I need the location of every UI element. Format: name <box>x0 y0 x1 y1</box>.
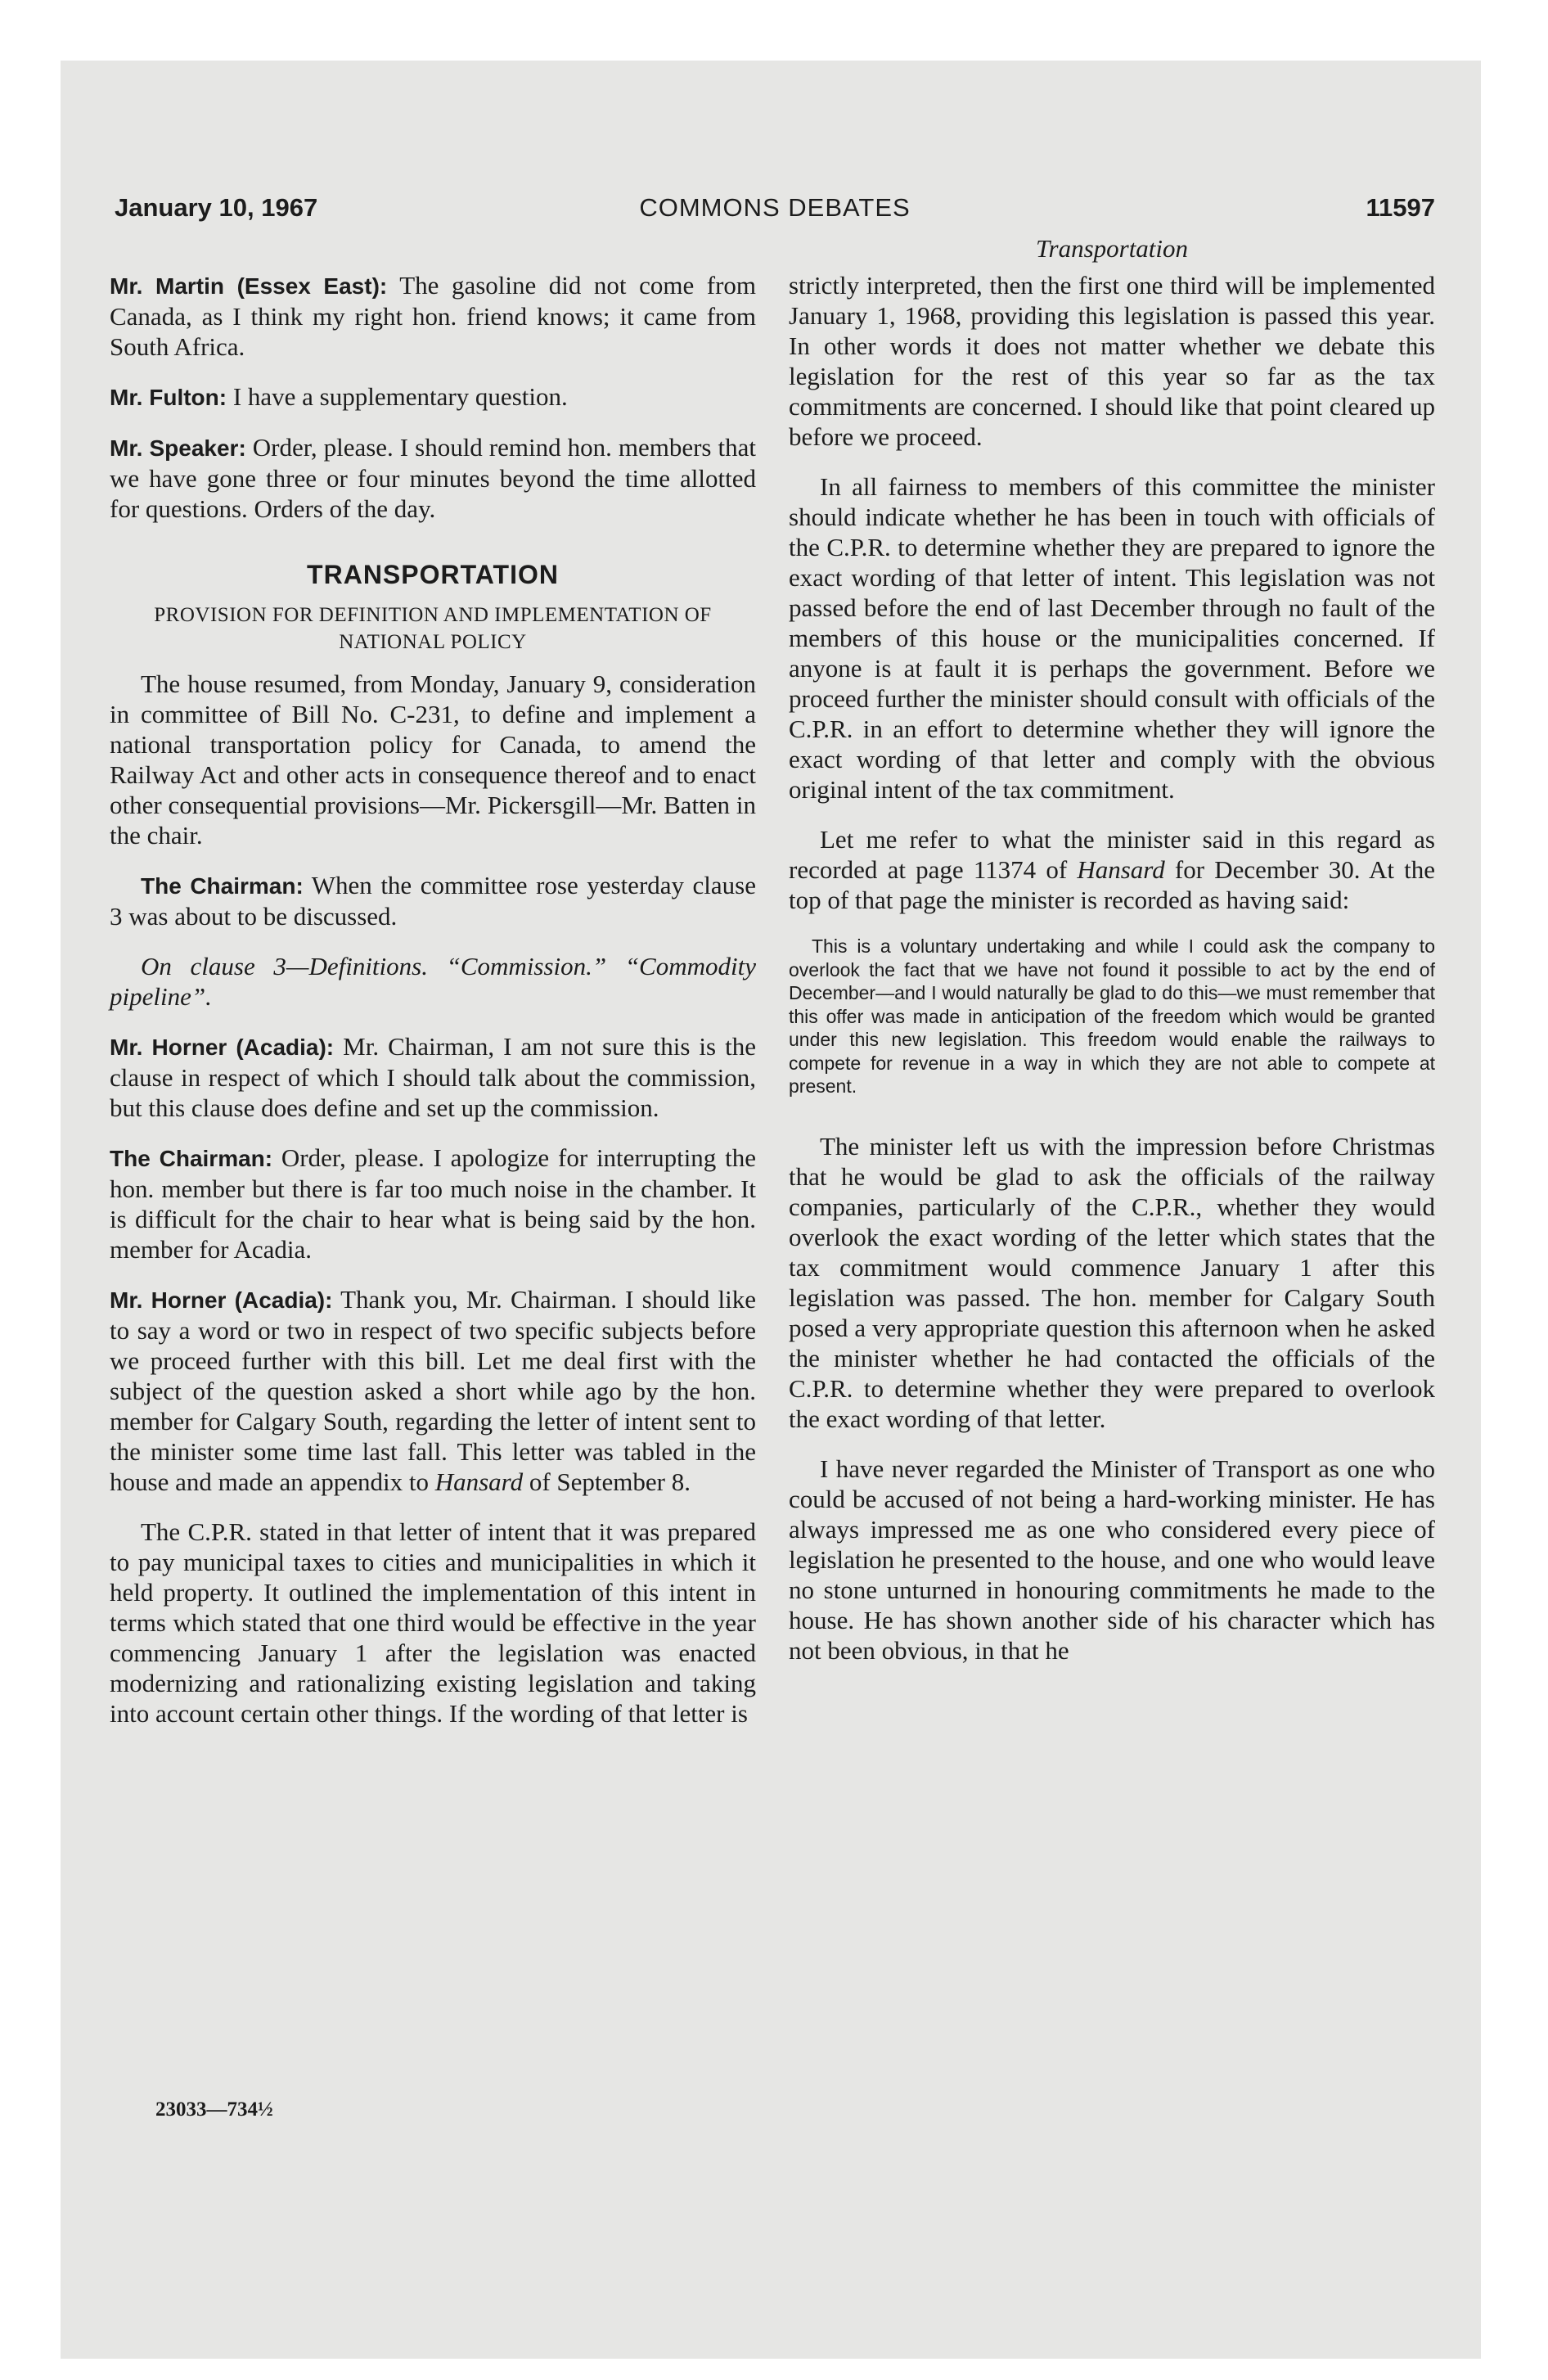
paragraph: In all fairness to members of this committee the minister should indicate whether he has been in touch with officials of the C.P.R. to determine whether they are prepared to ignore the exact wording of that letter of intent. This legislation was not passed before the end of last December through no fault of the members of this house or the municipalities concerned. If anyone is at fault it is perhaps the government. Before we proceed further the minister should consult with officials of the C.P.R. in an effort to determine whether they will ignore the exact wording of that letter and comply with the obvious original intent of the tax commitment. <box>789 472 1435 804</box>
speaker-name: Mr. Martin (Essex East): <box>110 273 388 299</box>
sub-heading: PROVISION FOR DEFINITION AND IMPLEMENTATION OF NATIONAL POLICY <box>154 604 712 653</box>
speaker-name: The Chairman: <box>141 873 304 899</box>
header-page-number: 11597 <box>1366 193 1435 222</box>
paragraph <box>110 1031 756 1123</box>
paragraph <box>110 432 756 524</box>
speech-text: Order, please. I should remind hon. members that we have gone three or four minutes beyond the time allotted for questions. Orders of the day. <box>110 433 756 523</box>
speech-text: I have a supplementary question. <box>227 382 568 411</box>
print-code: 23033—734½ <box>155 2098 273 2121</box>
speech-text: Let me refer to what the minister said in this regard as recorded at page 11374 of <box>789 825 1435 884</box>
hansard-reference: Hansard <box>1077 855 1165 884</box>
section-heading: TRANSPORTATION <box>307 560 559 589</box>
section-tag: Transportation <box>1035 234 1189 263</box>
speaker-name: The Chairman: <box>110 1146 273 1171</box>
clause-reference: On clause 3—Definitions. “Commission.” “Commodity pipeline”. <box>110 952 756 1011</box>
speech-text: of September 8. <box>523 1467 691 1496</box>
paragraph <box>110 1143 756 1264</box>
paragraph: I have never regarded the Minister of Transport as one who could be accused of not being a hard-working minister. He has always impressed me as one who considered every piece of legislation he presented to the house, and one who would leave no stone unturned in honouring commitments he made to the house. He has shown another side of his character which has not been obvious, in that he <box>789 1454 1435 1665</box>
header-date: January 10, 1967 <box>115 193 318 222</box>
speech-text: Thank you, Mr. Chairman. I should like to say a word or two in respect of two specific subjects before we proceed further with this bill. Let me deal first with the subject of the question asked a short while ago by the hon. member for Calgary South, regarding the letter of intent sent to the minister some time last fall. This letter was tabled in the house and made an appendix to <box>110 1285 756 1496</box>
paragraph: The minister left us with the impression before Christmas that he would be glad to ask the officials of the railway companies, particularly of the C.P.R., whether they would overlook the exact wording of the letter which states that the tax commitment would commence January 1 after this legislation was passed. The hon. member for Calgary South posed a very appropriate question this afternoon when he asked the minister whether he had contacted the officials of the C.P.R. to determine whether they were prepared to overlook the exact wording of that letter. <box>789 1131 1435 1433</box>
right-column <box>789 270 1435 1685</box>
paragraph <box>110 381 756 412</box>
header-publication: COMMONS DEBATES <box>639 193 911 222</box>
paragraph <box>110 870 756 931</box>
running-header <box>115 193 1435 234</box>
block-quote: This is a voluntary undertaking and while I could ask the company to overlook the fact that we have not found it possible to act by the end of December—and I would naturally be glad to do this—we must remember that this offer was made in anticipation of the freedom which would be granted under this new legislation. This freedom would enable the railways to compete for revenue in a way in which they are not able to compete at present. <box>789 935 1435 1097</box>
left-column <box>110 270 756 1748</box>
speaker-name: Mr. Fulton: <box>110 385 227 410</box>
paragraph <box>110 1284 756 1497</box>
speaker-name: Mr. Speaker: <box>110 435 246 461</box>
speech-text: When the committee rose yesterday clause 3 was about to be discussed. <box>110 871 756 931</box>
paragraph <box>110 270 756 362</box>
paragraph <box>789 824 1435 915</box>
speaker-name: Mr. Horner (Acadia): <box>110 1034 335 1060</box>
paragraph: The house resumed, from Monday, January 9, consideration in committee of Bill No. C-231, to define and implement a national transportation policy for Canada, to amend the Railway Act and other acts in consequence thereof and to enact other consequential provisions—Mr. Pickersgill—Mr. Batten in the chair. <box>110 669 756 850</box>
speech-text: Order, please. I apologize for interrupting the hon. member but there is far too much noise in the chamber. It is difficult for the chair to hear what is being said by the hon. member for Acadia. <box>110 1143 756 1264</box>
speech-text: Mr. Chairman, I am not sure this is the clause in respect of which I should talk about the commission, but this clause does define and set up the commission. <box>110 1032 756 1122</box>
paragraph: strictly interpreted, then the first one third will be implemented January 1, 1968, providing this legislation is passed this year. In other words it does not matter whether we debate this legislation for the rest of this year so far as the tax commitments are concerned. I should like that point cleared up before we proceed. <box>789 271 1435 451</box>
speech-text: The gasoline did not come from Canada, as I think my right hon. friend knows; it came from South Africa. <box>110 271 757 361</box>
paragraph: The C.P.R. stated in that letter of intent that it was prepared to pay municipal taxes to cities and municipalities in which it held property. It outlined the implementation of this intent in terms which stated that one third would be effective in the year commencing January 1 after the legislation was enacted modernizing and rationalizing existing legislation and taking into account certain other things. If the wording of that letter is <box>110 1517 756 1728</box>
hansard-reference: Hansard <box>434 1467 524 1496</box>
speaker-name: Mr. Horner (Acadia): <box>110 1287 333 1313</box>
speech-text: for December 30. At the top of that page the minister is recorded as having said: <box>789 855 1435 914</box>
